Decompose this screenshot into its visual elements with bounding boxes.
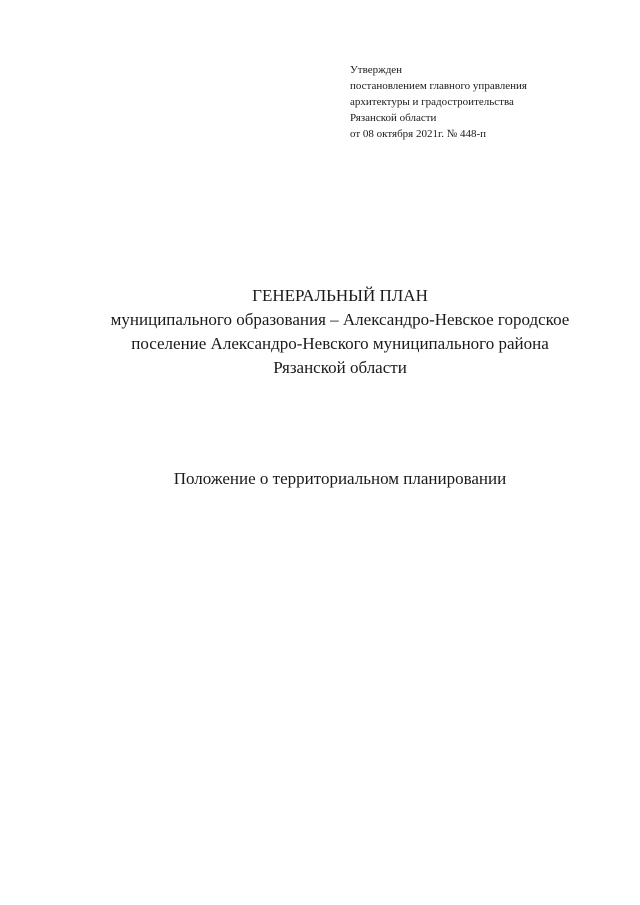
approval-stamp <box>350 62 630 142</box>
document-title <box>40 284 640 380</box>
document-title-line-1: муниципального образования – Александро-Невское городское <box>110 310 570 329</box>
document-title-line-3: Рязанской области <box>273 358 407 377</box>
document-heading: ГЕНЕРАЛЬНЫЙ ПЛАН <box>252 286 428 305</box>
approval-line-approved: Утвержден <box>350 64 403 76</box>
document-subtitle: Положение о территориальном планировании <box>173 469 507 488</box>
approval-line-date-number: от 08 октября 2021г. № 448-п <box>350 128 487 140</box>
approval-line-department: архитектуры и градостроительства <box>350 96 514 108</box>
approval-line-region: Рязанской области <box>350 112 437 124</box>
document-title-line-2: поселение Александро-Невского муниципального района <box>131 334 549 353</box>
approval-line-resolution: постановлением главного управления <box>350 80 527 92</box>
